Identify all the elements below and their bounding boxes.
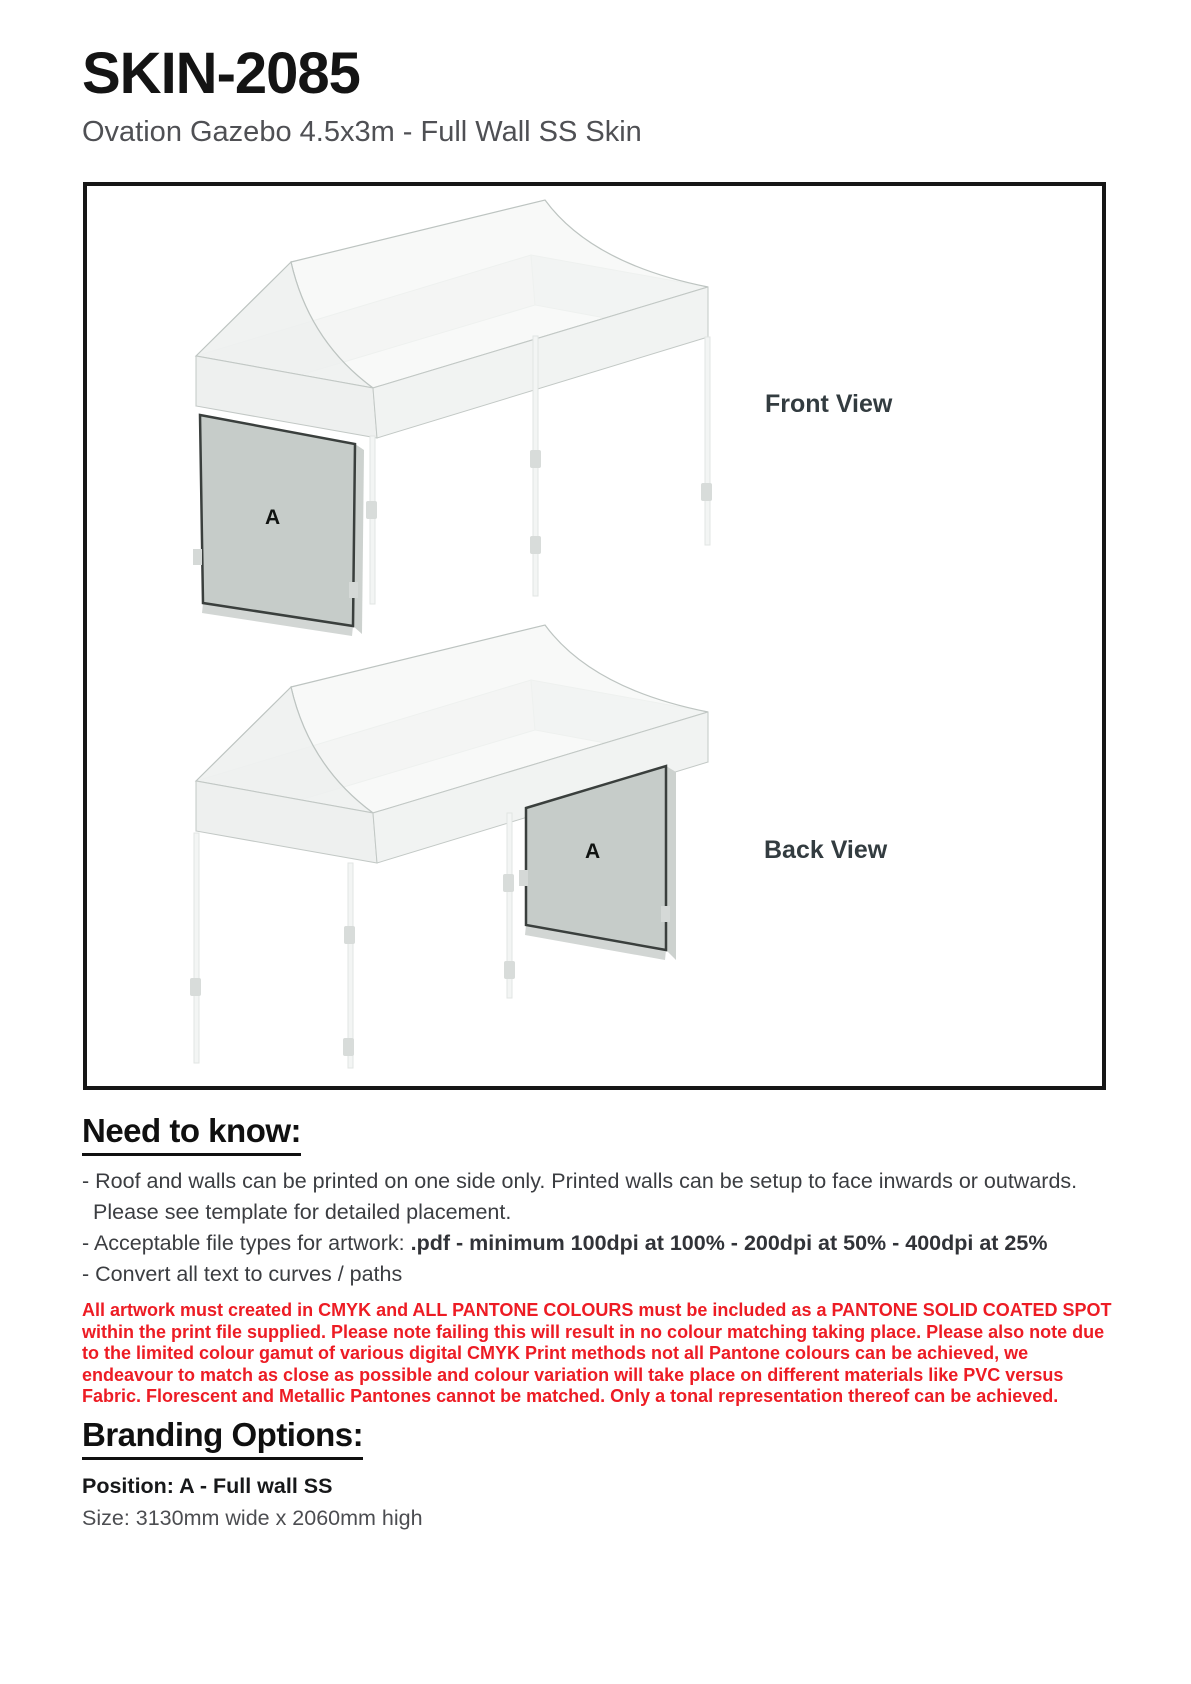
- need-to-know-line-3: [82, 1228, 1077, 1259]
- file-types-specs: .pdf - minimum 100dpi at 100% - 200dpi at 50% - 400dpi at 25%: [410, 1231, 1048, 1255]
- gazebo-front-wall-A: [193, 415, 364, 636]
- warning-line-4: endeavour to match as close as possible and colour variation will take place on different materials like PVC versus: [82, 1364, 1064, 1385]
- file-types-prefix: - Acceptable file types for artwork:: [82, 1231, 411, 1255]
- page-subtitle: Ovation Gazebo 4.5x3m - Full Wall SS Skin: [82, 116, 642, 148]
- branding-position-line: Position: A - Full wall SS: [82, 1474, 333, 1498]
- gazebo-diagram-svg: [87, 186, 1102, 1086]
- warning-line-2: within the print file supplied. Please note failing this will result in no colour matching taking place. Please also note due: [82, 1321, 1105, 1342]
- pantone-warning-block: [82, 1300, 1111, 1408]
- page-title: SKIN-2085: [82, 41, 360, 106]
- need-to-know-section: [82, 1112, 301, 1156]
- warning-line-3: to the limited colour gamut of various digital CMYK Print methods not all Pantone colours can be achieved, we: [82, 1343, 1029, 1364]
- diagram-box: [83, 182, 1106, 1090]
- warning-line-5: Fabric. Florescent and Metallic Pantones cannot be matched. Only a tonal representation thereof can be achieved.: [82, 1386, 1059, 1407]
- front-view-label: Front View: [765, 390, 893, 418]
- front-wall-position-marker: A: [265, 506, 281, 529]
- branding-options-heading: Branding Options:: [82, 1416, 363, 1460]
- need-to-know-line-1: - Roof and walls can be printed on one side only. Printed walls can be setup to face inwards or outwards.: [82, 1169, 1078, 1193]
- branding-options-section: [82, 1416, 363, 1460]
- gazebo-back-view: [190, 625, 708, 1068]
- back-wall-position-marker: A: [585, 840, 601, 863]
- need-to-know-list: [82, 1166, 1077, 1290]
- need-to-know-line-2: Please see template for detailed placement.: [93, 1200, 512, 1224]
- gazebo-front-view: [193, 200, 712, 636]
- warning-line-1: All artwork must created in CMYK and ALL PANTONE COLOURS must be included as a PANTONE SOLID COATED SPOT: [82, 1300, 1112, 1320]
- branding-size-line: Size: 3130mm wide x 2060mm high: [82, 1506, 423, 1530]
- back-view-label: Back View: [764, 836, 888, 864]
- need-to-know-heading: Need to know:: [82, 1112, 301, 1156]
- need-to-know-line-4: - Convert all text to curves / paths: [82, 1262, 403, 1286]
